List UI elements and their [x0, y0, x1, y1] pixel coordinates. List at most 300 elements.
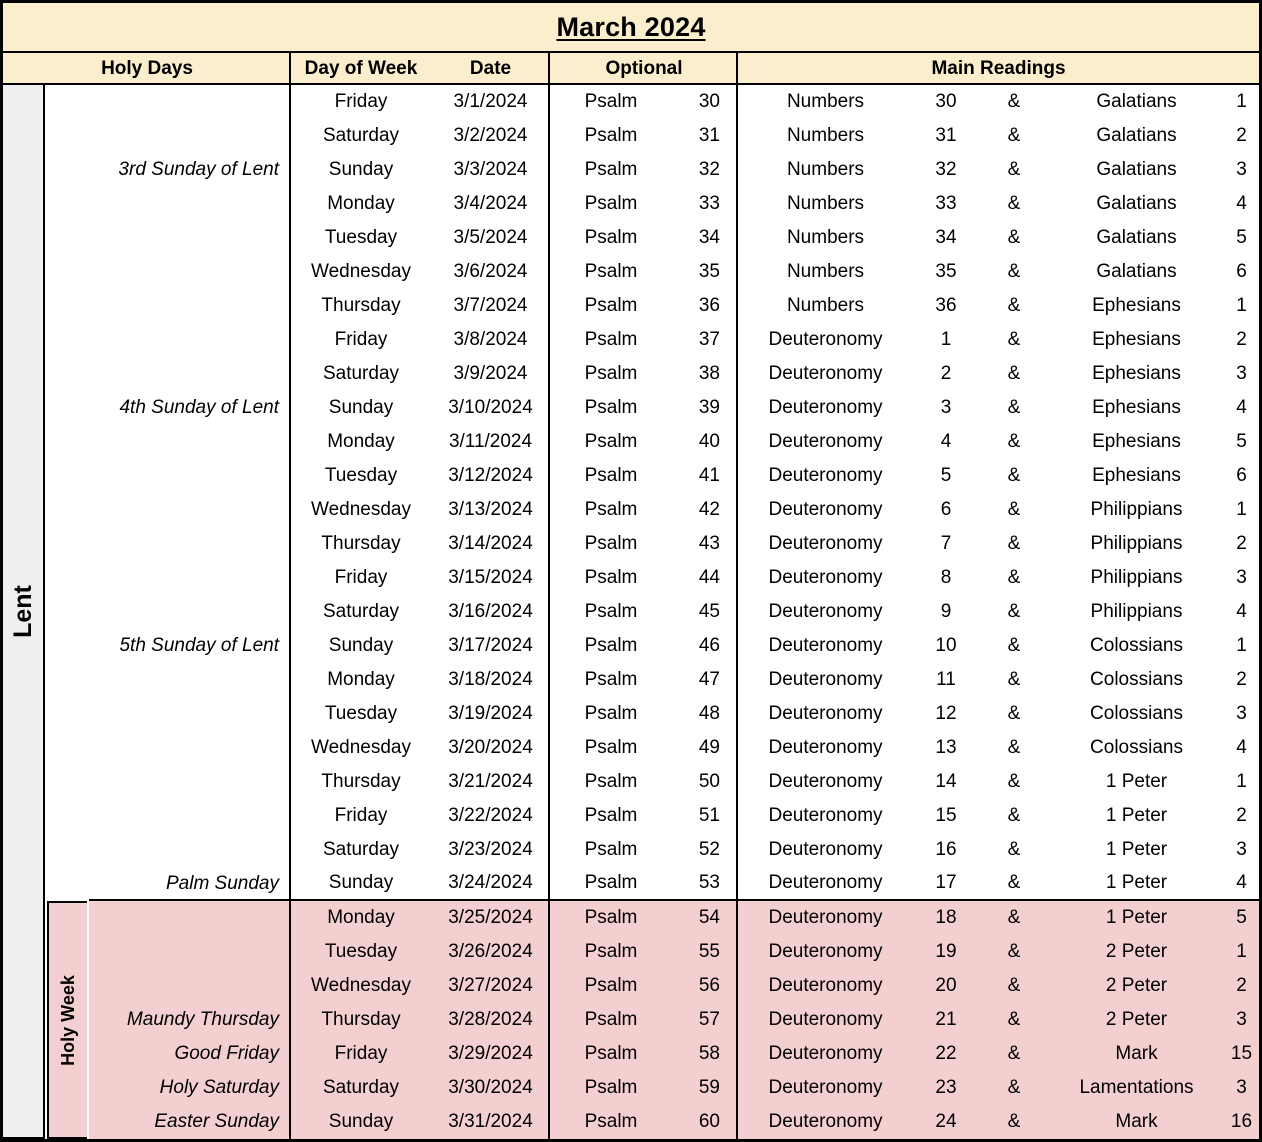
cell-opt-book: Psalm: [584, 703, 638, 724]
cell-m1-book: Deuteronomy: [768, 1077, 883, 1098]
cell-opt-ch: 34: [698, 227, 720, 248]
cell-opt-ch: 52: [698, 839, 720, 860]
cell-m1-book: Deuteronomy: [768, 329, 883, 350]
cell-m1-book: Deuteronomy: [768, 499, 883, 520]
calendar-title-bar: [3, 3, 1259, 53]
cell-opt-book: Psalm: [584, 329, 638, 350]
table-row: [291, 765, 1259, 799]
cell-date: 3/19/2024: [448, 703, 533, 724]
cell-m1-ch: 33: [935, 193, 957, 214]
ampersand-separator: &: [1007, 771, 1021, 792]
ampersand-separator: &: [1007, 533, 1021, 554]
cell-m2-book: Colossians: [1090, 669, 1183, 690]
cell-m2-book: Ephesians: [1092, 295, 1181, 316]
cell-opt-ch: 50: [698, 771, 720, 792]
cell-opt-book: Psalm: [584, 601, 638, 622]
cell-day: Sunday: [328, 1111, 394, 1132]
cell-m1-ch: 8: [940, 567, 952, 588]
cell-m1-ch: 12: [935, 703, 957, 724]
cell-m2-book: 1 Peter: [1105, 907, 1168, 928]
cell-date: 3/21/2024: [448, 771, 533, 792]
cell-opt-book: Psalm: [584, 295, 638, 316]
holy-day-label-good-friday: Good Friday: [174, 1043, 279, 1064]
table-row: [291, 527, 1259, 561]
cell-opt-book: Psalm: [584, 397, 638, 418]
cell-opt-book: Psalm: [584, 91, 638, 112]
ampersand-separator: &: [1007, 839, 1021, 860]
cell-m2-ch: 4: [1236, 193, 1247, 214]
cell-day: Monday: [327, 431, 395, 452]
ampersand-separator: &: [1007, 1077, 1021, 1098]
cell-m2-ch: 2: [1236, 669, 1247, 690]
cell-m1-book: Deuteronomy: [768, 601, 883, 622]
table-row: [291, 425, 1259, 459]
table-row: [291, 459, 1259, 493]
cell-m1-ch: 34: [935, 227, 957, 248]
cell-date: 3/26/2024: [448, 941, 533, 962]
cell-day: Tuesday: [324, 941, 398, 962]
cell-opt-ch: 56: [698, 975, 720, 996]
cell-date: 3/31/2024: [448, 1111, 533, 1132]
cell-m2-ch: 2: [1236, 805, 1247, 826]
column-header-row: [3, 53, 1259, 85]
cell-m2-book: Philippians: [1090, 499, 1183, 520]
cell-m2-book: 1 Peter: [1105, 771, 1168, 792]
cell-m2-ch: 3: [1236, 159, 1247, 180]
cell-m2-ch: 2: [1236, 975, 1247, 996]
cell-m1-ch: 4: [940, 431, 952, 452]
cell-day: Thursday: [321, 533, 401, 554]
cell-opt-ch: 49: [698, 737, 720, 758]
cell-m2-ch: 3: [1236, 703, 1247, 724]
cell-m1-book: Numbers: [786, 193, 865, 214]
cell-m1-book: Deuteronomy: [768, 975, 883, 996]
cell-m2-book: Philippians: [1090, 533, 1183, 554]
ampersand-separator: &: [1007, 465, 1021, 486]
table-row: [291, 935, 1259, 969]
cell-m2-book: Galatians: [1096, 227, 1177, 248]
cell-day: Wednesday: [311, 737, 411, 758]
cell-date: 3/30/2024: [448, 1077, 533, 1098]
cell-opt-ch: 37: [698, 329, 720, 350]
column-header-optional: Optional: [605, 58, 683, 79]
table-row: [291, 799, 1259, 833]
cell-opt-ch: 42: [698, 499, 720, 520]
cell-date: 3/23/2024: [448, 839, 533, 860]
ampersand-separator: &: [1007, 635, 1021, 656]
cell-m2-book: Galatians: [1096, 159, 1177, 180]
table-row: [291, 255, 1259, 289]
ampersand-separator: &: [1007, 805, 1021, 826]
cell-m1-ch: 19: [935, 941, 957, 962]
table-row: [291, 153, 1259, 187]
cell-day: Sunday: [328, 159, 394, 180]
cell-date: 3/3/2024: [453, 159, 528, 180]
cell-m1-ch: 15: [935, 805, 957, 826]
cell-date: 3/27/2024: [448, 975, 533, 996]
cell-m1-ch: 7: [940, 533, 952, 554]
ampersand-separator: &: [1007, 737, 1021, 758]
cell-opt-ch: 39: [698, 397, 720, 418]
cell-opt-book: Psalm: [584, 737, 638, 758]
cell-opt-ch: 60: [698, 1111, 720, 1132]
column-header-day-of-week: Day of Week: [304, 58, 418, 79]
holy-days-column-lent: [89, 85, 291, 901]
ampersand-separator: &: [1007, 227, 1021, 248]
column-header-main-readings: Main Readings: [931, 58, 1066, 79]
cell-m1-ch: 17: [935, 872, 957, 893]
cell-m2-book: Colossians: [1090, 703, 1183, 724]
table-row: [291, 187, 1259, 221]
cell-m2-book: Galatians: [1096, 261, 1177, 282]
cell-m1-ch: 13: [935, 737, 957, 758]
ampersand-separator: &: [1007, 1009, 1021, 1030]
table-row: [291, 867, 1259, 901]
cell-day: Sunday: [328, 397, 394, 418]
cell-m1-ch: 21: [935, 1009, 957, 1030]
holy-day-label-easter-sunday: Easter Sunday: [154, 1111, 279, 1132]
cell-m1-book: Numbers: [786, 125, 865, 146]
cell-opt-book: Psalm: [584, 805, 638, 826]
cell-m1-book: Deuteronomy: [768, 465, 883, 486]
cell-m2-book: Philippians: [1090, 601, 1183, 622]
season-label-holy-week: Holy Week: [57, 974, 78, 1066]
cell-opt-ch: 55: [698, 941, 720, 962]
cell-m2-ch: 1: [1236, 635, 1247, 656]
cell-day: Thursday: [321, 1009, 401, 1030]
cell-day: Saturday: [322, 1077, 400, 1098]
holy-day-label-holy-saturday: Holy Saturday: [159, 1077, 279, 1098]
cell-date: 3/10/2024: [448, 397, 533, 418]
ampersand-separator: &: [1007, 941, 1021, 962]
holy-day-label-palm-sunday: Palm Sunday: [165, 873, 279, 894]
ampersand-separator: &: [1007, 703, 1021, 724]
cell-m2-ch: 1: [1236, 91, 1247, 112]
cell-date: 3/29/2024: [448, 1043, 533, 1064]
cell-day: Monday: [327, 907, 395, 928]
cell-m1-book: Deuteronomy: [768, 567, 883, 588]
cell-m2-ch: 1: [1236, 295, 1247, 316]
table-row: [291, 493, 1259, 527]
cell-opt-book: Psalm: [584, 1077, 638, 1098]
cell-m1-ch: 16: [935, 839, 957, 860]
cell-opt-book: Psalm: [584, 363, 638, 384]
cell-m2-book: Lamentations: [1079, 1077, 1194, 1098]
holy-day-label-5th-sunday: 5th Sunday of Lent: [119, 635, 279, 656]
cell-opt-ch: 31: [698, 125, 720, 146]
cell-m2-ch: 3: [1236, 1077, 1247, 1098]
cell-date: 3/18/2024: [448, 669, 533, 690]
cell-m1-book: Deuteronomy: [768, 703, 883, 724]
cell-date: 3/24/2024: [448, 872, 533, 893]
ampersand-separator: &: [1007, 872, 1021, 893]
cell-m2-book: Colossians: [1090, 737, 1183, 758]
ampersand-separator: &: [1007, 193, 1021, 214]
ampersand-separator: &: [1007, 907, 1021, 928]
table-row: [291, 561, 1259, 595]
cell-m2-book: Ephesians: [1092, 465, 1181, 486]
cell-date: 3/15/2024: [448, 567, 533, 588]
cell-day: Tuesday: [324, 227, 398, 248]
cell-opt-ch: 41: [698, 465, 720, 486]
cell-m1-book: Numbers: [786, 91, 865, 112]
cell-m2-ch: 2: [1236, 125, 1247, 146]
cell-m1-book: Deuteronomy: [768, 363, 883, 384]
cell-day: Sunday: [328, 872, 394, 893]
cell-m2-book: 2 Peter: [1105, 1009, 1168, 1030]
cell-m2-book: 2 Peter: [1105, 941, 1168, 962]
table-row: [291, 1037, 1259, 1071]
cell-date: 3/25/2024: [448, 907, 533, 928]
cell-m2-ch: 4: [1236, 737, 1247, 758]
cell-m2-ch: 2: [1236, 329, 1247, 350]
cell-opt-ch: 44: [698, 567, 720, 588]
cell-date: 3/14/2024: [448, 533, 533, 554]
cell-day: Wednesday: [311, 261, 411, 282]
cell-m2-ch: 1: [1236, 941, 1247, 962]
cell-m1-book: Numbers: [786, 227, 865, 248]
ampersand-separator: &: [1007, 329, 1021, 350]
cell-m1-book: Deuteronomy: [768, 907, 883, 928]
cell-m2-book: Ephesians: [1092, 329, 1181, 350]
cell-opt-book: Psalm: [584, 125, 638, 146]
cell-day: Friday: [334, 91, 388, 112]
cell-m1-book: Deuteronomy: [768, 397, 883, 418]
cell-m2-ch: 4: [1236, 397, 1247, 418]
table-row: [291, 391, 1259, 425]
table-row: [291, 119, 1259, 153]
cell-opt-book: Psalm: [584, 499, 638, 520]
ampersand-separator: &: [1007, 975, 1021, 996]
cell-m2-ch: 4: [1236, 872, 1247, 893]
cell-m2-book: Galatians: [1096, 91, 1177, 112]
cell-date: 3/22/2024: [448, 805, 533, 826]
ampersand-separator: &: [1007, 261, 1021, 282]
calendar-body: [3, 85, 1259, 1139]
cell-m1-ch: 5: [940, 465, 952, 486]
cell-m2-ch: 16: [1230, 1111, 1253, 1132]
cell-m2-ch: 2: [1236, 533, 1247, 554]
table-row: [291, 901, 1259, 935]
readings-grid: [291, 85, 1259, 1139]
cell-opt-book: Psalm: [584, 771, 638, 792]
page-title: March 2024: [556, 11, 706, 42]
table-row: [291, 595, 1259, 629]
cell-opt-ch: 32: [698, 159, 720, 180]
cell-opt-ch: 59: [698, 1077, 720, 1098]
cell-opt-book: Psalm: [584, 635, 638, 656]
ampersand-separator: &: [1007, 499, 1021, 520]
table-row: [291, 357, 1259, 391]
table-row: [291, 731, 1259, 765]
cell-m2-ch: 4: [1236, 601, 1247, 622]
cell-m1-ch: 22: [935, 1043, 957, 1064]
table-row: [291, 85, 1259, 119]
ampersand-separator: &: [1007, 1043, 1021, 1064]
cell-m1-book: Deuteronomy: [768, 805, 883, 826]
cell-day: Friday: [334, 567, 388, 588]
cell-m2-ch: 5: [1236, 907, 1247, 928]
cell-m1-ch: 10: [935, 635, 957, 656]
cell-day: Wednesday: [311, 499, 411, 520]
table-row: [291, 629, 1259, 663]
cell-m1-ch: 36: [935, 295, 957, 316]
table-row: [291, 663, 1259, 697]
table-row: [291, 221, 1259, 255]
cell-opt-book: Psalm: [584, 1111, 638, 1132]
cell-m2-book: Ephesians: [1092, 431, 1181, 452]
cell-date: 3/7/2024: [453, 295, 528, 316]
cell-day: Wednesday: [311, 975, 411, 996]
cell-day: Friday: [334, 805, 388, 826]
cell-date: 3/9/2024: [453, 363, 528, 384]
ampersand-separator: &: [1007, 431, 1021, 452]
cell-opt-book: Psalm: [584, 839, 638, 860]
table-row: [291, 323, 1259, 357]
cell-date: 3/17/2024: [448, 635, 533, 656]
cell-m1-book: Numbers: [786, 295, 865, 316]
cell-m1-ch: 14: [935, 771, 957, 792]
cell-m1-ch: 3: [940, 397, 952, 418]
cell-m1-book: Deuteronomy: [768, 941, 883, 962]
cell-m2-book: Mark: [1115, 1043, 1158, 1064]
holy-day-label-3rd-sunday: 3rd Sunday of Lent: [118, 159, 279, 180]
cell-m2-book: 1 Peter: [1105, 805, 1168, 826]
season-strip-lent: [3, 85, 45, 1139]
cell-m2-ch: 3: [1236, 363, 1247, 384]
cell-date: 3/4/2024: [453, 193, 528, 214]
cell-opt-book: Psalm: [584, 1009, 638, 1030]
cell-day: Monday: [327, 193, 395, 214]
cell-m2-ch: 1: [1236, 771, 1247, 792]
cell-opt-book: Psalm: [584, 1043, 638, 1064]
cell-m1-ch: 18: [935, 907, 957, 928]
cell-day: Friday: [334, 1043, 388, 1064]
ampersand-separator: &: [1007, 1111, 1021, 1132]
cell-opt-ch: 48: [698, 703, 720, 724]
cell-m2-ch: 15: [1230, 1043, 1253, 1064]
cell-opt-book: Psalm: [584, 227, 638, 248]
cell-day: Thursday: [321, 771, 401, 792]
cell-m1-ch: 24: [935, 1111, 957, 1132]
cell-opt-ch: 51: [698, 805, 720, 826]
cell-m1-book: Deuteronomy: [768, 1043, 883, 1064]
cell-m2-ch: 3: [1236, 567, 1247, 588]
cell-m2-ch: 6: [1236, 261, 1247, 282]
body-divider-date-optional: [548, 85, 550, 1139]
cell-day: Saturday: [322, 125, 400, 146]
cell-opt-ch: 47: [698, 669, 720, 690]
cell-date: 3/6/2024: [453, 261, 528, 282]
cell-opt-book: Psalm: [584, 261, 638, 282]
cell-m2-ch: 5: [1236, 227, 1247, 248]
cell-opt-ch: 43: [698, 533, 720, 554]
holy-day-label-4th-sunday: 4th Sunday of Lent: [119, 397, 279, 418]
cell-m2-book: Ephesians: [1092, 363, 1181, 384]
cell-m2-book: Mark: [1115, 1111, 1158, 1132]
cell-opt-ch: 57: [698, 1009, 720, 1030]
cell-m2-ch: 1: [1236, 499, 1247, 520]
table-row: [291, 1003, 1259, 1037]
cell-m1-book: Numbers: [786, 159, 865, 180]
table-row: [291, 289, 1259, 323]
cell-opt-book: Psalm: [584, 669, 638, 690]
cell-m1-book: Deuteronomy: [768, 1009, 883, 1030]
cell-opt-ch: 35: [698, 261, 720, 282]
table-row: [291, 697, 1259, 731]
season-strip-holy-week: [47, 901, 87, 1139]
cell-day: Monday: [327, 669, 395, 690]
cell-m1-ch: 2: [940, 363, 952, 384]
cell-date: 3/12/2024: [448, 465, 533, 486]
cell-day: Sunday: [328, 635, 394, 656]
cell-m2-ch: 5: [1236, 431, 1247, 452]
cell-opt-ch: 53: [698, 872, 720, 893]
cell-m1-ch: 9: [940, 601, 952, 622]
cell-opt-book: Psalm: [584, 567, 638, 588]
cell-date: 3/1/2024: [453, 91, 528, 112]
cell-opt-ch: 46: [698, 635, 720, 656]
cell-m2-book: 1 Peter: [1105, 872, 1168, 893]
cell-opt-book: Psalm: [584, 159, 638, 180]
cell-m2-book: Philippians: [1090, 567, 1183, 588]
cell-m1-ch: 31: [935, 125, 957, 146]
table-row: [291, 1105, 1259, 1139]
ampersand-separator: &: [1007, 125, 1021, 146]
column-header-date: Date: [469, 58, 512, 79]
cell-day: Tuesday: [324, 703, 398, 724]
cell-opt-book: Psalm: [584, 431, 638, 452]
cell-m2-book: 1 Peter: [1105, 839, 1168, 860]
season-label-lent-wrap: [3, 85, 43, 1137]
cell-m1-book: Deuteronomy: [768, 635, 883, 656]
cell-opt-ch: 33: [698, 193, 720, 214]
ampersand-separator: &: [1007, 159, 1021, 180]
cell-m2-book: Galatians: [1096, 193, 1177, 214]
cell-m2-book: Colossians: [1090, 635, 1183, 656]
cell-opt-book: Psalm: [584, 193, 638, 214]
cell-date: 3/2/2024: [453, 125, 528, 146]
season-label-lent: Lent: [8, 584, 37, 638]
cell-m1-book: Deuteronomy: [768, 669, 883, 690]
cell-m1-book: Deuteronomy: [768, 839, 883, 860]
cell-opt-ch: 58: [698, 1043, 720, 1064]
column-header-holy-days: Holy Days: [101, 58, 193, 79]
cell-opt-ch: 38: [698, 363, 720, 384]
cell-m2-book: Galatians: [1096, 125, 1177, 146]
cell-m1-book: Deuteronomy: [768, 1111, 883, 1132]
ampersand-separator: &: [1007, 601, 1021, 622]
cell-m1-ch: 11: [936, 669, 956, 690]
cell-opt-ch: 30: [698, 91, 720, 112]
cell-date: 3/13/2024: [448, 499, 533, 520]
cell-m1-book: Deuteronomy: [768, 533, 883, 554]
cell-m2-ch: 3: [1236, 839, 1247, 860]
table-row: [291, 833, 1259, 867]
table-row: [291, 969, 1259, 1003]
ampersand-separator: &: [1007, 295, 1021, 316]
cell-opt-book: Psalm: [584, 533, 638, 554]
cell-opt-book: Psalm: [584, 907, 638, 928]
cell-opt-book: Psalm: [584, 872, 638, 893]
ampersand-separator: &: [1007, 669, 1021, 690]
cell-day: Saturday: [322, 839, 400, 860]
cell-opt-ch: 45: [698, 601, 720, 622]
cell-m1-book: Deuteronomy: [768, 431, 883, 452]
cell-opt-book: Psalm: [584, 941, 638, 962]
cell-m1-ch: 30: [935, 91, 957, 112]
table-row: [291, 1071, 1259, 1105]
